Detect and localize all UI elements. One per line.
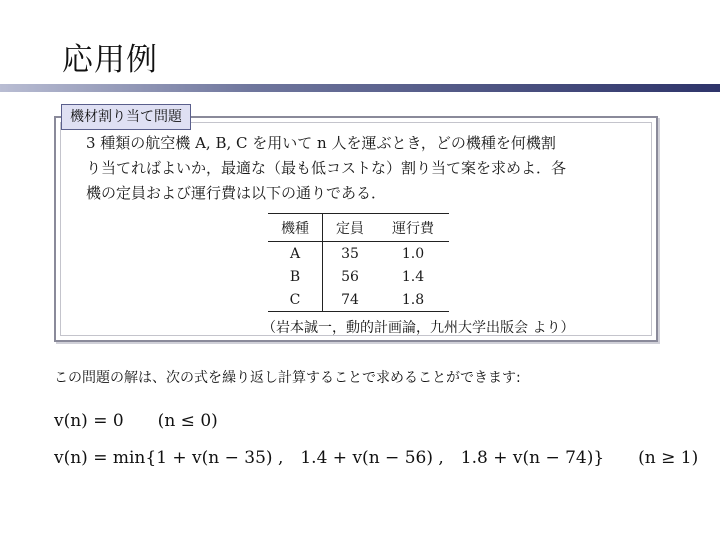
cell-cost: 1.8 <box>401 291 425 308</box>
problem-label: 機材割り当て問題 <box>61 104 191 130</box>
formula-recurrence: v(n) = min{1 + v(n − 35) , 1.4 + v(n − 56) , 1.8 + v(n − 74)} (n ≥ 1) <box>54 448 699 468</box>
cell-capacity: 56 <box>341 268 359 285</box>
explanation-text: この問題の解は、次の式を繰り返し計算することで求めることができます: <box>54 370 521 386</box>
problem-line-1: 3 種類の航空機 A, B, C を用いて n 人を運ぶとき，どの機種を何機割 <box>86 134 556 152</box>
cell-type: C <box>268 288 323 312</box>
cell-capacity: 35 <box>341 245 359 262</box>
cell-cost: 1.4 <box>401 268 425 285</box>
table-header-row <box>268 214 449 242</box>
table-row <box>268 242 449 266</box>
cell-type: B <box>268 265 323 288</box>
header-type: 機種 <box>268 214 323 242</box>
header-cost: 運行費 <box>377 214 449 242</box>
title-underline-bar <box>0 84 720 92</box>
slide-title: 応用例 <box>62 42 158 78</box>
aircraft-spec-table <box>268 213 449 312</box>
problem-statement <box>86 131 634 206</box>
problem-line-3: 機の定員および運行費は以下の通りである． <box>86 184 387 202</box>
cell-cost: 1.0 <box>401 245 425 262</box>
table-row <box>268 265 449 288</box>
cell-type: A <box>268 242 323 266</box>
source-citation: （岩本誠一，動的計画論，九州大学出版会 より） <box>262 320 575 336</box>
table-row <box>268 288 449 312</box>
problem-line-2: り当てればよいか，最適な（最も低コストな）割り当て案を求めよ．各 <box>86 159 567 177</box>
cell-capacity: 74 <box>341 291 359 308</box>
header-capacity: 定員 <box>323 214 378 242</box>
formula-base-case: v(n) = 0 (n ≤ 0) <box>54 411 218 431</box>
